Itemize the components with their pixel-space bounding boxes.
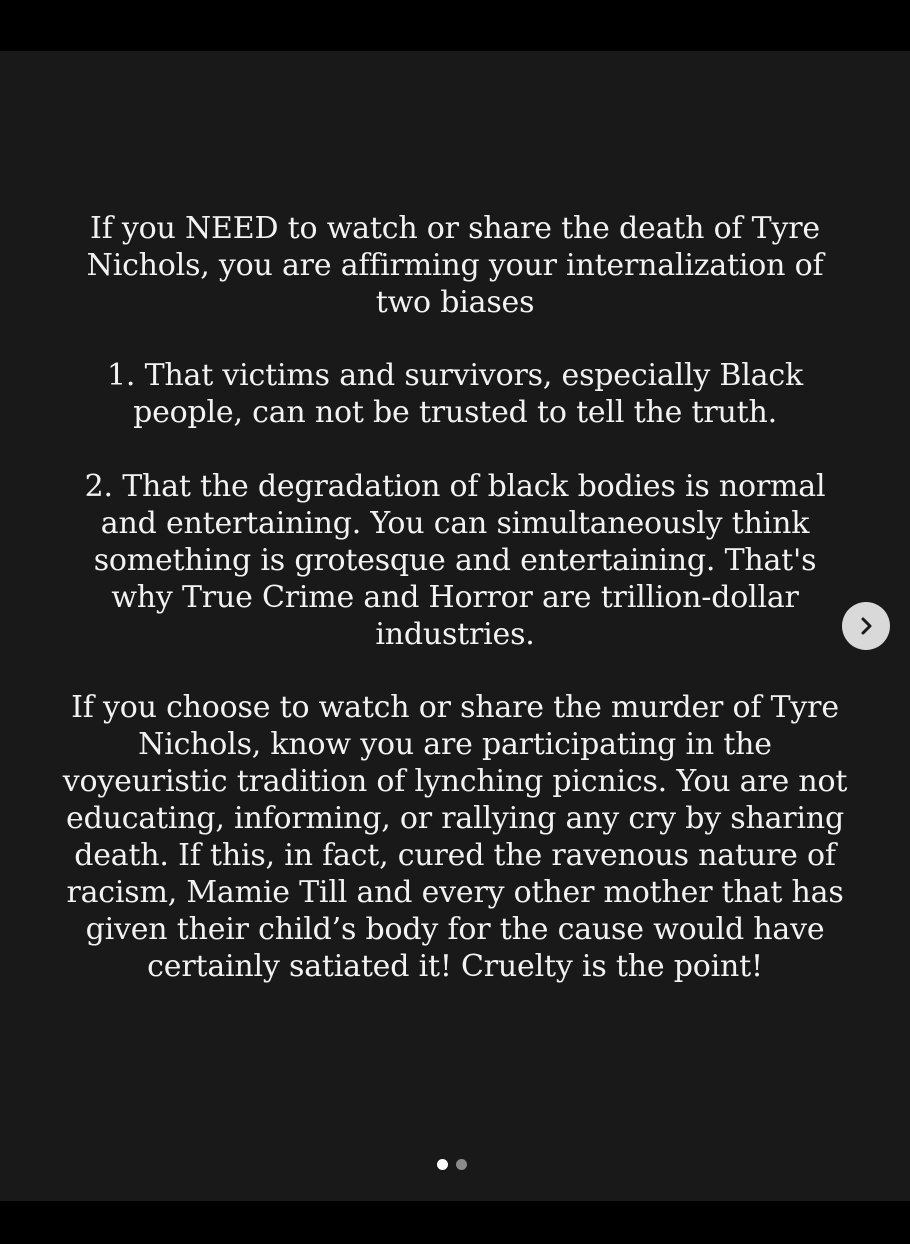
chevron-right-icon [856,616,876,636]
top-bar [0,0,910,51]
bottom-bar [0,1201,910,1244]
next-slide-button[interactable] [842,602,890,650]
post-paragraph-intro: If you NEED to watch or share the death of Tyre Nichols, you are affirming your internalization of two biases [86,211,824,320]
carousel-dot-active[interactable] [437,1159,448,1170]
post-image[interactable] [0,51,910,1201]
post-paragraph-bias-2: 2. That the degradation of black bodies is normal and entertaining. You can simultaneously think something is grotesque and entertaining. That's why True Crime and Horror are trillion-dollar industries. [84,469,826,652]
carousel-dot[interactable] [456,1159,467,1170]
post-paragraph-conclusion: If you choose to watch or share the murder of Tyre Nichols, know you are participating in the voyeuristic tradition of lynching picnics. You are not educating, informing, or rallying any cry by sharing death. If this, in fact, cured the ravenous nature of racism, Mamie Till and every other mother that has given their child’s body for the cause would have certainly satiated it! Cruelty is the point! [62,690,848,984]
post-paragraph-bias-1: 1. That victims and survivors, especially Black people, can not be trusted to tell the truth. [107,358,803,430]
carousel-indicator [0,1159,907,1171]
